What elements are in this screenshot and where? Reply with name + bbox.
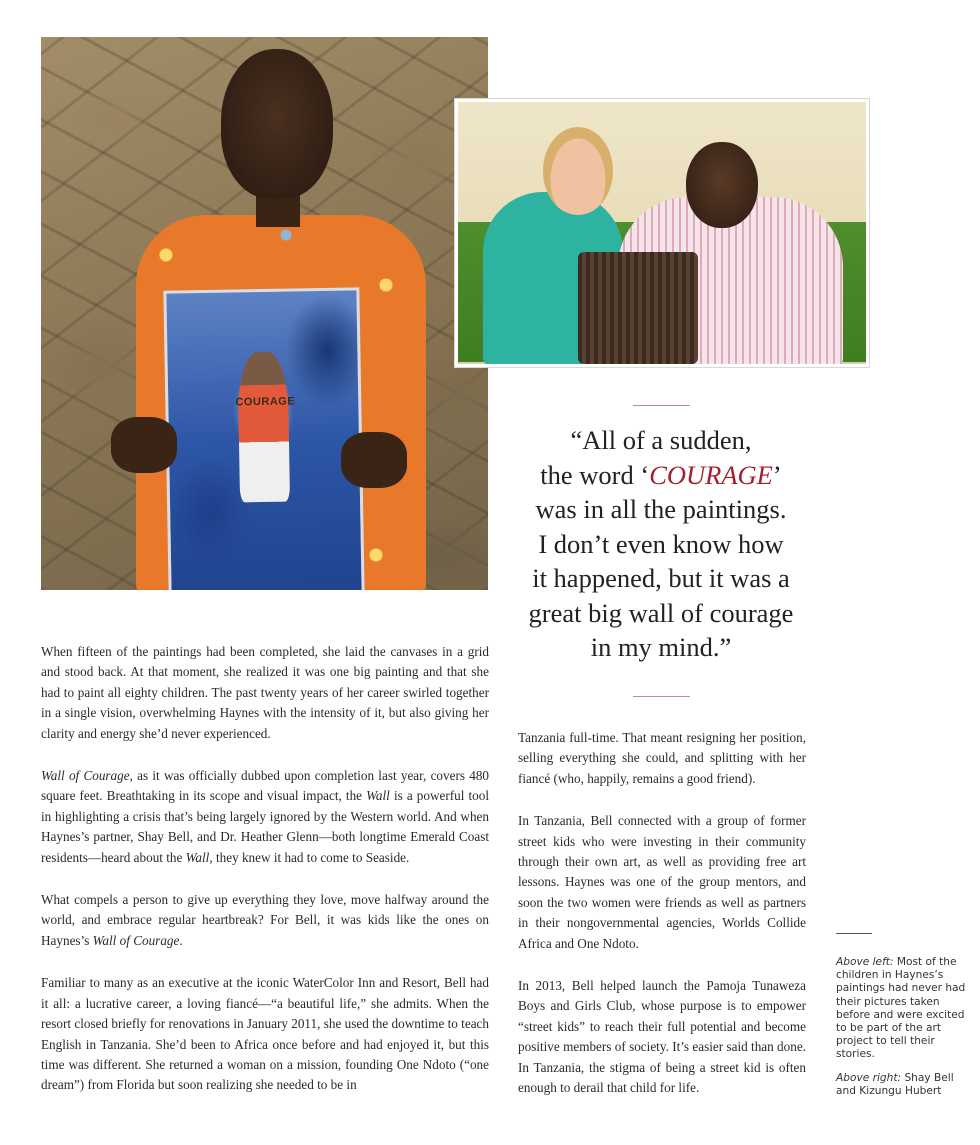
caption-text: Most of the children in Haynes’s paintings had never had their pictures taken before and were excited to be part of the art project to tell their stories. — [836, 956, 966, 1061]
pull-quote — [505, 423, 817, 665]
photo-child-with-painting — [41, 37, 488, 590]
wicker-basket — [578, 252, 698, 364]
paragraph — [41, 766, 489, 868]
paragraph-text: , they knew it had to come to Seaside. — [209, 849, 410, 865]
quote-line: great big wall of courage — [528, 597, 794, 628]
paragraph-text: is a powerful tool in highlighting a crisis that’s being largely ignored by the Western world. And when Haynes’s partner, Shay Bell, and Dr. Heather Glenn—both longtime Emerald Coast residents—heard about the — [41, 788, 489, 865]
child-hand-right — [341, 432, 407, 488]
quote-rule-top — [633, 405, 690, 406]
painting-figure — [237, 352, 290, 503]
artwork-title: Wall of Courage — [92, 932, 180, 948]
quote-text: the word ‘ — [540, 459, 650, 490]
artwork-title-short: Wall — [185, 849, 210, 865]
child-head — [221, 49, 333, 199]
quote-line: was in all the paintings. — [535, 494, 787, 524]
caption-lead: Above right: — [836, 1071, 902, 1084]
photo-captions — [836, 956, 968, 1108]
quote-line: in my mind.” — [590, 632, 732, 662]
paragraph — [41, 890, 489, 951]
paragraph: Familiar to many as an executive at the iconic WaterColor Inn and Resort, Bell had it all: a lucrative career, a loving fiancé—“a beautiful life,” she admits. When the resort closed briefly for renovations in January 2011, she used the downtime to teach English in Tanzania. She’d been to Africa once before and had enjoyed it, but this time was different. She returned a woman on a mission, founding One Ndoto (“one dream”) from Florida but soon realizing she needed to be in — [41, 975, 489, 1093]
quote-text: ’ — [772, 459, 782, 490]
paragraph-text: , as it was officially dubbed upon completion last year, covers 480 square feet. Breathtaking in its scope and visual impact, the — [41, 768, 490, 804]
paragraph: When fifteen of the paintings had been completed, she laid the canvases in a grid and stood back. At that moment, she realized it was one big painting and that she had to paint all eighty children. The past twenty years of her career swirled together in a single vision, overwhelming Haynes with the intensity of it, but also giving her clarity and energy she’d never experienced. — [41, 644, 489, 741]
photo-bell-and-hubert — [455, 99, 869, 367]
man-head — [686, 142, 758, 228]
woman-head — [543, 127, 613, 215]
caption-right — [836, 1072, 968, 1098]
paragraph: In Tanzania, Bell connected with a group of former street kids who were investing in their community through their own art, as well as providing free art lessons. Haynes was one of the group mentors, and soon the two women were friends as well as partners in their nongovernmental agencies, Worlds Collide Africa and One Ndoto. — [518, 813, 806, 951]
paragraph-text: What compels a person to give up everything they love, move halfway around the world, and embrace regular heartbreak? For Bell, it was kids like the ones on Haynes’s — [41, 892, 489, 948]
quote-line: I don’t even know how — [538, 528, 784, 559]
artwork-title: Wall of Courage — [41, 768, 130, 784]
quote-line: “All of a sudden, — [570, 425, 752, 455]
courage-painting — [163, 287, 364, 590]
paragraph: In 2013, Bell helped launch the Pamoja Tunaweza Boys and Girls Club, whose purpose is to empower “street kids” to reach their full potential and become positive members of society. It’s easier said than done. In Tanzania, the stigma of being a street kid is often enough to derail that child for life. — [518, 978, 806, 1096]
caption-text: Shay Bell and Kizungu Hubert — [836, 1071, 954, 1097]
caption-lead: Above left: — [836, 956, 894, 968]
paragraph-text: . — [179, 932, 183, 948]
child-hand-left — [111, 417, 177, 473]
artwork-title-short: Wall — [366, 788, 390, 804]
paragraph: Tanzania full-time. That meant resigning her position, selling everything she could, and splitting with her fiancé (who, happily, remains a good friend). — [518, 730, 806, 786]
body-column-middle — [518, 728, 806, 1121]
caption-rule — [836, 933, 872, 934]
quote-rule-bottom — [633, 696, 690, 697]
caption-left — [836, 956, 968, 1062]
quote-line: it happened, but it was a — [532, 563, 790, 593]
quote-accent-word: COURAGE — [649, 459, 773, 490]
painting-word: COURAGE — [235, 395, 296, 409]
quote-line — [505, 458, 817, 493]
body-column-left — [41, 642, 489, 1118]
